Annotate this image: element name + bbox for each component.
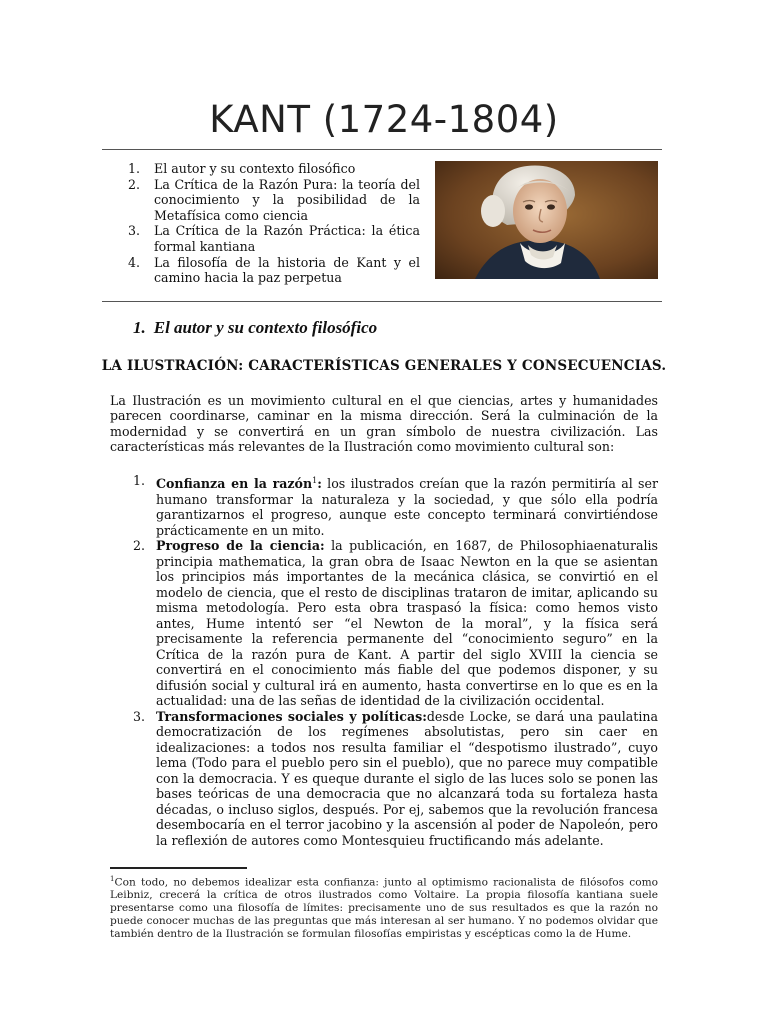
item-title: Transformaciones sociales y políticas: (156, 708, 427, 724)
toc-text: La filosofía de la historia de Kant y el camino hacia la paz perpetua (154, 254, 420, 286)
top-divider (102, 149, 662, 150)
subheading: LA ILUSTRACIÓN: CARACTERÍSTICAS GENERALES Y CONSECUENCIAS. (101, 358, 667, 374)
table-of-contents (108, 161, 420, 286)
toc-text: El autor y su contexto filosófico (154, 161, 356, 176)
toc-number: 1. (128, 161, 141, 176)
item-title: Progreso de la ciencia: (156, 538, 325, 554)
toc-text: La Crítica de la Razón Pura: la teoría del conocimiento y la posibilidad de la Metafísica como ciencia (154, 176, 420, 223)
toc-item (108, 255, 420, 286)
intro-paragraph: La Ilustración es un movimiento cultural en el que ciencias, artes y humanidades parecen coordinarse, caminar en la misma dirección. Será la culminación de la modernidad y se convertirá en un gran símbolo de nuestra civilización. Las características más relevantes de la Ilustración como movimiento cultural son: (110, 393, 658, 455)
item-number: 2. (133, 538, 146, 554)
list-item (110, 538, 658, 709)
list-item (110, 709, 658, 849)
kant-portrait-image (435, 161, 658, 279)
item-title-separator: : (317, 476, 322, 492)
portrait-illustration (435, 161, 658, 279)
section-heading (133, 318, 377, 338)
section-number: 1. (133, 318, 146, 337)
item-number: 3. (133, 708, 146, 724)
section-title: El autor y su contexto filosófico (153, 318, 378, 337)
page-title: KANT (1724-1804) (209, 98, 559, 141)
bottom-divider (102, 301, 662, 302)
item-title: Confianza en la razón (156, 476, 313, 492)
item-number: 1. (133, 473, 146, 488)
footnote-marker: 1 (110, 875, 115, 883)
toc-item (108, 161, 420, 177)
toc-number: 2. (128, 176, 141, 192)
toc-number: 3. (128, 223, 141, 239)
toc-number: 4. (128, 254, 141, 270)
toc-text: La Crítica de la Razón Práctica: la ética formal kantiana (154, 223, 420, 254)
footnote-reference[interactable]: 1 (312, 476, 318, 485)
footnote-divider (110, 867, 247, 869)
item-text: la publicación, en 1687, de Philosophiaenaturalis principia mathematica, la gran obra de Isaac Newton en la que se asientan los principios más importantes de la mecánica clásica, se convirtió en el modelo de ciencia, que el resto de disciplinas trataron de imitar, aplicando su misma metodología. Pero esta obra traspasó la física: como hemos visto antes, Hume intentó ser “el Newton de la moral”, y la física será precisamente la referencia permanente del “conocimiento seguro” en la Crítica de la razón pura de Kant. A partir del siglo XVIII la ciencia se convertirá en el conocimiento más fiable del que podemos disponer, y su difusión social y cultural irá en aumento, hasta convertirse en lo que es en la actualidad: una de las señas de identidad de la civilización occidental. (156, 538, 658, 709)
characteristics-list (110, 473, 658, 848)
footnote (110, 873, 658, 941)
item-text: los ilustrados creían que la razón permitiría al ser humano transformar la naturaleza y la sociedad, y que sólo ella podría garantizarnos el progreso, aunque este concepto terminará convirtiéndose prácticamente en un mito. (156, 476, 658, 538)
item-text: desde Locke, se dará una paulatina democratización de los regímenes absolutistas, pero sin caer en idealizaciones: a todos nos resulta familiar el “despotismo ilustrado”, cuyo lema (Todo para el pueblo pero sin el pueblo), que no parece muy compatible con la democracia. Y es queque durante el siglo de las luces solo se ponen las bases teóricas de una democracia que no alcanzará toda su fortaleza hasta décadas, o incluso siglos, después. Por ej, sabemos que la revolución francesa desembocaría en el terror jacobino y la ascensión al poder de Napoleón, pero la reflexión de autores como Montesquieu fructificando más adelante. (156, 708, 659, 848)
toc-item (108, 177, 420, 224)
list-item (110, 473, 658, 538)
footnote-text: Con todo, no debemos idealizar esta confianza: junto al optimismo racionalista de filósofos como Leibniz, crecerá la crítica de otros ilustrados como Voltaire. La propia filosofía kantiana suele presentarse como una filosofía de límites: precisamente uno de sus resultados es que la razón no puede conocer muchas de las preguntas que más interesan al ser humano. Y no podemos olvidar que también dentro de la Ilustración se formulan filosofías empiristas y escépticas como la de Hume. (110, 876, 658, 941)
toc-item (108, 223, 420, 254)
